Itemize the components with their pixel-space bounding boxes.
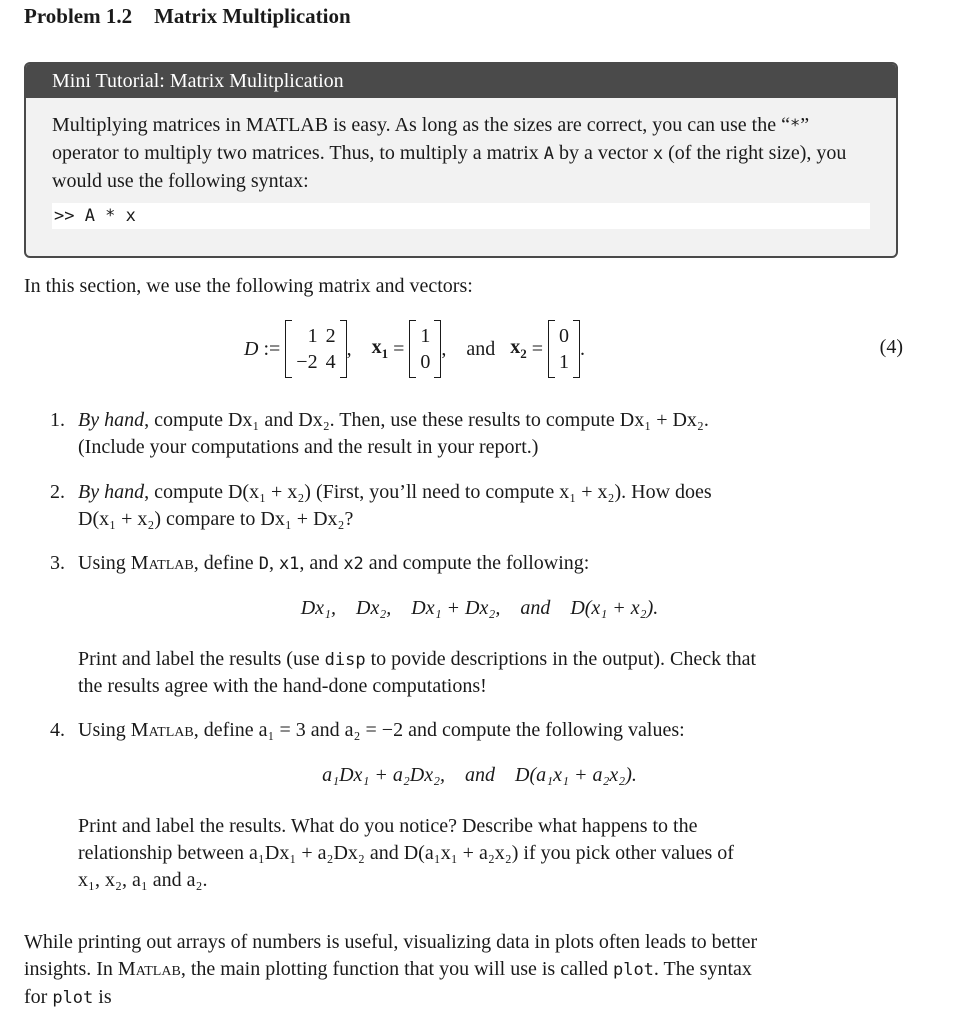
list-item: [50, 550, 906, 580]
d-cell: 2: [325, 325, 336, 347]
item-number: 3.: [50, 552, 65, 574]
code-d: D: [258, 554, 269, 574]
problem-number: Problem 1.2: [24, 4, 133, 28]
vector-x1: [409, 320, 441, 378]
item-text: ,: [268, 552, 279, 574]
vector-code: x: [652, 144, 664, 164]
matlab-text: Matlab: [130, 552, 194, 574]
code-plot: plot: [52, 988, 94, 1008]
matlab-text: Matlab: [117, 958, 181, 980]
closing-text: for: [24, 986, 53, 1008]
item-number: 1.: [50, 409, 65, 431]
operator-code: *: [789, 116, 801, 136]
equation-number: (4): [879, 336, 903, 358]
item-line: Print and label the results. What do you notice? Describe what happens to the: [78, 815, 698, 837]
item-line: relationship between a₁Dx₁ + a₂Dx₂ and D(a₁x₁ + a₂x₂) if you pick other values of: [78, 842, 734, 864]
item-line: [78, 407, 906, 434]
matrix-d: [285, 320, 346, 378]
closing-text: insights. In: [24, 958, 118, 980]
tutorial-text-3: by a vector: [554, 142, 653, 164]
closing-paragraph: [24, 929, 904, 1012]
mini-tutorial-box: [24, 62, 898, 258]
list-item: [50, 479, 906, 535]
d-cell: 4: [325, 351, 336, 373]
and-word: and: [466, 337, 496, 360]
item-continuation: [50, 646, 906, 702]
closing-text: , the main plotting function that you will use is called: [180, 958, 613, 980]
display-equation-3: Dx₁, Dx₂, Dx₁ + Dx₂, and D(x₁ + x₂).: [300, 597, 659, 619]
item-line: [78, 479, 906, 506]
item-line: x₁, x₂, a₁ and a₂.: [78, 869, 208, 891]
tutorial-text-1: Multiplying matrices in MATLAB is easy. As long as the sizes are correct, you can use the “: [52, 114, 790, 136]
tutorial-header: Mini Tutorial: Matrix Mulitplication: [26, 64, 896, 98]
x2-cell: 1: [559, 351, 570, 373]
matlab-text: Matlab: [130, 719, 194, 741]
tutorial-body: [26, 98, 896, 229]
closing-line: [24, 956, 904, 984]
emphasis-text: By hand: [78, 409, 145, 431]
code-disp: disp: [324, 650, 366, 670]
item-number: 2.: [50, 481, 65, 503]
code-plot: plot: [612, 960, 654, 980]
problem-title: Matrix Multiplication: [154, 4, 351, 28]
item-text: Print and label the results (use: [78, 648, 325, 670]
d-cell: 1: [307, 325, 318, 347]
equation-4: [0, 318, 959, 380]
item-text: Using: [78, 552, 131, 574]
emphasis-text: By hand: [78, 481, 145, 503]
item-line: [78, 646, 906, 674]
code-x2: x2: [343, 554, 364, 574]
problem-heading: [24, 4, 351, 29]
x2-symbol: $x_2$: [510, 336, 527, 361]
closing-line: [24, 984, 904, 1012]
item-line: D(x₁ + x₂) compare to Dx₁ + Dx₂?: [78, 508, 354, 530]
x1-symbol: $x_1$: [371, 336, 389, 361]
x2-cell: 0: [559, 325, 570, 347]
list-item: [50, 717, 906, 747]
code-snippet: >> A * x: [52, 203, 870, 229]
closing-text: is: [93, 986, 112, 1008]
item-text: , define: [193, 552, 259, 574]
x1-cell: 1: [420, 325, 431, 347]
item-line: [78, 717, 906, 744]
item-number: 4.: [50, 719, 65, 741]
item-line: (Include your computations and the result in your report.): [78, 436, 539, 458]
item-text: , and: [299, 552, 344, 574]
d-symbol: D: [244, 337, 259, 360]
tutorial-text-2: ” operator to multiply two matrices. Thus, to multiply a matrix: [52, 114, 810, 164]
equation-row: D := 1 2 −2 4 , $x_1$ = 1 0 , and $x_2$ = 0 1 .: [244, 318, 585, 380]
item-text: , compute Dx₁ and Dx₂. Then, use these results to compute Dx₁ + Dx₂.: [144, 409, 709, 431]
intro-paragraph: In this section, we use the following matrix and vectors:: [24, 275, 473, 297]
list-item: [50, 407, 906, 463]
matrix-code: A: [543, 144, 555, 164]
code-x1: x1: [278, 554, 300, 574]
item-text: to povide descriptions in the output). Check that: [365, 648, 757, 670]
closing-text: . The syntax: [653, 958, 752, 980]
item-text: , compute D(x₁ + x₂) (First, you’ll need to compute x₁ + x₂). How does: [144, 481, 712, 503]
item-text: , define a₁ = 3 and a₂ = −2 and compute the following values:: [193, 719, 685, 741]
d-cell: −2: [296, 351, 318, 373]
item-text: and compute the following:: [363, 552, 590, 574]
display-equation-4: a₁Dx₁ + a₂Dx₂, and D(a₁x₁ + a₂x₂).: [322, 764, 637, 786]
item-text: Using: [78, 719, 131, 741]
vector-x2: [548, 320, 580, 378]
tutorial-text-4: (of the right size), you would use the following syntax:: [52, 142, 847, 192]
item-continuation: [50, 813, 906, 897]
item-line: the results agree with the hand-done computations!: [78, 675, 487, 697]
closing-line: While printing out arrays of numbers is useful, visualizing data in plots often leads to better: [24, 931, 758, 953]
item-line: [78, 550, 906, 578]
x1-cell: 0: [420, 351, 431, 373]
